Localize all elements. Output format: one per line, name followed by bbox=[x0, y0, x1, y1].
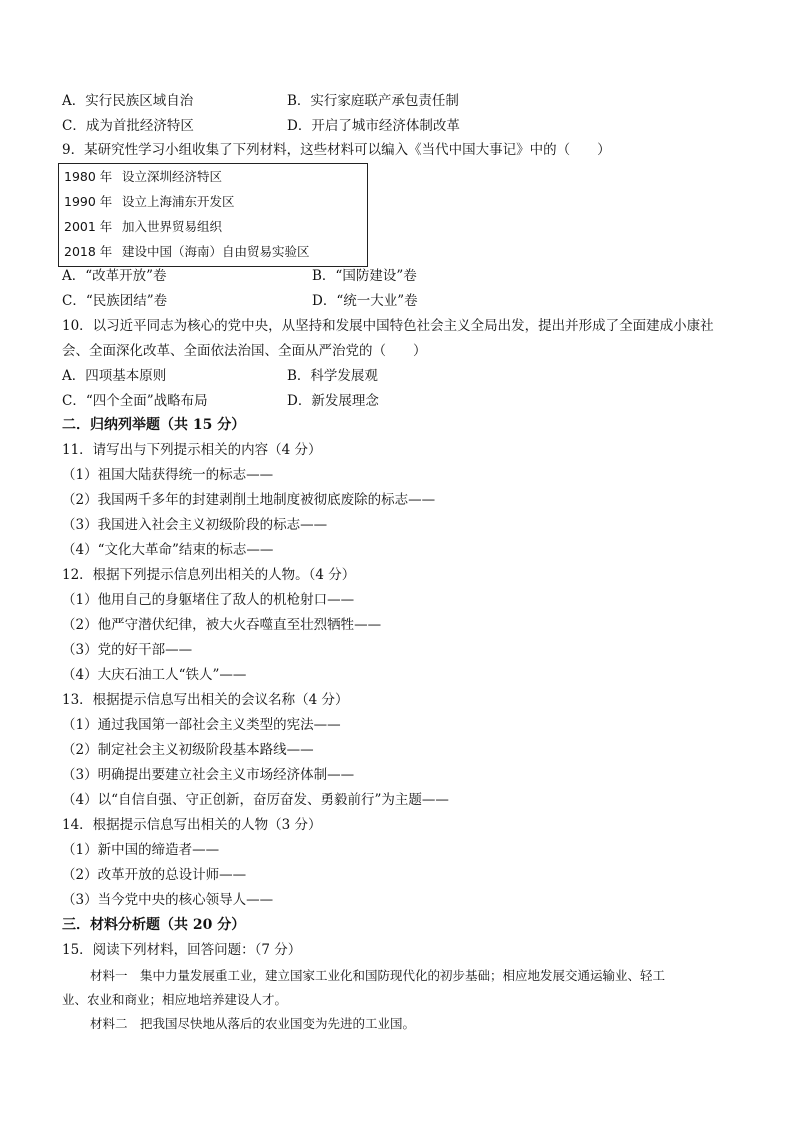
q9-option-b: B．“国防建设”卷 bbox=[312, 268, 417, 284]
q12-item: （4）大庆石油工人“铁人”—— bbox=[62, 667, 247, 683]
q11-item: （2）我国两千多年的封建剥削土地制度被彻底废除的标志—— bbox=[62, 492, 436, 508]
event-row bbox=[64, 167, 222, 185]
q14-stem: 14．根据提示信息写出相关的人物（3 分） bbox=[62, 817, 322, 833]
q8-option-c: C．成为首批经济特区 bbox=[62, 118, 194, 134]
section-heading: 二．归纳列举题（共 15 分） bbox=[62, 417, 246, 433]
q15-material1-line2: 业、农业和商业；相应地培养建设人才。 bbox=[62, 992, 288, 1007]
q15-material2: 材料二 把我国尽快地从落后的农业国变为先进的工业国。 bbox=[90, 1016, 416, 1031]
q12-item: （2）他严守潜伏纪律，被大火吞噬直至壮烈牺牲—— bbox=[62, 617, 382, 633]
q10-option-c: C．“四个全面”战略布局 bbox=[62, 393, 208, 409]
event-text: 建设中国（海南）自由贸易实验区 bbox=[122, 244, 310, 259]
event-text: 设立上海浦东开发区 bbox=[122, 194, 235, 209]
event-row bbox=[64, 192, 235, 210]
event-text: 加入世界贸易组织 bbox=[122, 219, 223, 234]
section-heading: 三．材料分析题（共 20 分） bbox=[62, 917, 246, 933]
q13-item: （3）明确提出要建立社会主义市场经济体制—— bbox=[62, 767, 355, 783]
q11-item: （1）祖国大陆获得统一的标志—— bbox=[62, 467, 274, 483]
q10-option-b: B．科学发展观 bbox=[287, 368, 378, 384]
event-year: 1990 年 bbox=[64, 194, 113, 209]
q9-events-table bbox=[58, 163, 368, 267]
q11-stem: 11．请写出与下列提示相关的内容（4 分） bbox=[62, 442, 322, 458]
q10-option-d: D．新发展理念 bbox=[287, 393, 379, 409]
q14-item: （2）改革开放的总设计师—— bbox=[62, 867, 247, 883]
q13-item: （2）制定社会主义初级阶段基本路线—— bbox=[62, 742, 314, 758]
event-row bbox=[64, 217, 222, 235]
q15-material1-line1: 材料一 集中力量发展重工业，建立国家工业化和国防现代化的初步基础；相应地发展交通运输业、轻工 bbox=[90, 968, 666, 983]
q10-stem-line1: 10．以习近平同志为核心的党中央，从坚持和发展中国特色社会主义全局出发，提出并形成了全面建成小康社 bbox=[62, 318, 714, 334]
q9-option-d: D．“统一大业”卷 bbox=[312, 293, 418, 309]
q14-item: （3）当今党中央的核心领导人—— bbox=[62, 892, 274, 908]
q13-item: （4）以“自信自强、守正创新，奋厉奋发、勇毅前行”为主题—— bbox=[62, 792, 449, 808]
event-text: 设立深圳经济特区 bbox=[122, 169, 223, 184]
q8-option-b: B．实行家庭联产承包责任制 bbox=[287, 93, 459, 109]
q9-option-c: C．“民族团结”卷 bbox=[62, 293, 168, 309]
q12-item: （3）党的好干部—— bbox=[62, 642, 193, 658]
q8-option-a: A．实行民族区域自治 bbox=[62, 93, 194, 109]
q13-stem: 13．根据提示信息写出相关的会议名称（4 分） bbox=[62, 692, 349, 708]
q10-stem-line2: 会、全面深化改革、全面依法治国、全面从严治党的（ ） bbox=[62, 343, 427, 359]
q8-option-d: D．开启了城市经济体制改革 bbox=[287, 118, 460, 134]
event-year: 1980 年 bbox=[64, 169, 113, 184]
q11-item: （4）“文化大革命”结束的标志—— bbox=[62, 542, 274, 558]
event-year: 2001 年 bbox=[64, 219, 113, 234]
event-row bbox=[64, 242, 310, 260]
q13-item: （1）通过我国第一部社会主义类型的宪法—— bbox=[62, 717, 341, 733]
q12-item: （1）他用自己的身躯堵住了敌人的机枪射口—— bbox=[62, 592, 355, 608]
q14-item: （1）新中国的缔造者—— bbox=[62, 842, 220, 858]
q9-option-a: A．“改革开放”卷 bbox=[62, 268, 167, 284]
q11-item: （3）我国进入社会主义初级阶段的标志—— bbox=[62, 517, 328, 533]
event-year: 2018 年 bbox=[64, 244, 113, 259]
q15-stem: 15．阅读下列材料，回答问题：（7 分） bbox=[62, 942, 302, 958]
q12-stem: 12．根据下列提示信息列出相关的人物。（4 分） bbox=[62, 567, 356, 583]
q10-option-a: A．四项基本原则 bbox=[62, 368, 167, 384]
q9-stem: 9．某研究性学习小组收集了下列材料，这些材料可以编入《当代中国大事记》中的（ ） bbox=[62, 142, 611, 158]
